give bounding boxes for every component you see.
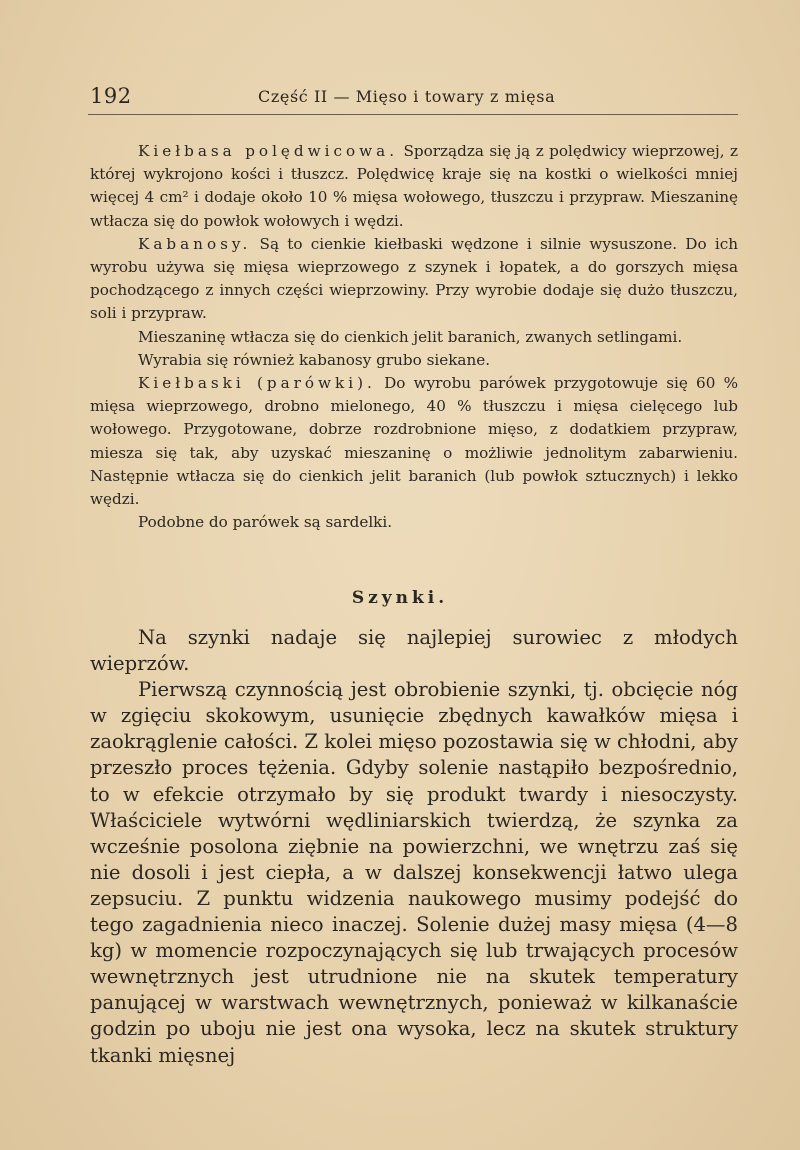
paragraph-text: Są to cienkie kiełbaski wędzone i silnie wysuszone. Do ich wyrobu używa się mięsa wieprzowego z szynek i łopatek, a do gorszych mięsa pochodzącego z innych części wieprzowiny. Przy wyrobie dodaje się dużo tłuszczu, soli i przypraw.	[90, 234, 738, 323]
small-print-section	[90, 140, 738, 534]
term-kabanosy: Kabanosy.	[138, 234, 252, 253]
paragraph-text: Podobne do parówek są sardelki.	[138, 513, 393, 532]
paragraph-kielbasa-poledwicowa	[90, 140, 738, 233]
paragraph-text: Wyrabia się również kabanosy grubo siekane.	[138, 350, 491, 369]
paragraph-kabanosy	[90, 233, 738, 326]
page-header	[88, 84, 738, 115]
paragraph-surowiec: Na szynki nadaje się najlepiej surowiec z młodych wieprzów.	[90, 626, 738, 676]
main-text-section	[90, 625, 738, 1069]
paragraph-sardelki	[90, 511, 738, 534]
section-title: Szynki.	[351, 588, 449, 608]
paragraph-text: Do wyrobu parówek przygotowuje się 60 % mięsa wieprzowego, drobno mielonego, 40 % tłuszczu i mięsa cielęcego lub wołowego. Przygotowane, dobrze rozdrobnione mięso, z dodatkiem przypraw, miesza się tak, aby uzyskać mieszaninę o możliwie jednolitym zabarwieniu. Następnie wtłacza się do cienkich jelit baranich (lub powłok sztucznych) i lekko wędzi.	[90, 374, 738, 509]
paragraph-grubo-siekane	[90, 349, 738, 372]
term-kielbasa-poledwicowa: Kiełbasa polędwicowa.	[138, 142, 399, 160]
paragraph-obrobienie: Pierwszą czynnością jest obrobienie szynki, tj. obcięcie nóg w zgięciu skokowym, usunięcie zbędnych kawałków mięsa i zaokrąglenie całości. Z kolei mięso pozostawia się w chłodni, aby przeszło proces tężenia. Gdyby solenie nastąpiło bezpośrednio, to w efekcie otrzymało by się produkt twardy i niesoczysty. Właściciele wytwórni wędliniarskich twierdzą, że szynka za wcześnie posolona ziębnie na powierzchni, we wnętrzu zaś się nie dosoli i jest ciepła, a w dalszej konsekwencji łatwo ulega zepsuciu. Z punktu widzenia naukowego musimy podejść do tego zagadnienia nieco inaczej. Solenie dużej masy mięsa (4—8 kg) w momencie rozpoczynających się lub trwających procesów wewnętrznych jest utrudnione nie na skutek temperatury panującej w warstwach wewnętrznych, ponieważ w kilkanaście godzin po uboju nie jest ona wysoka, lecz na skutek struktury tkanki mięsnej	[90, 678, 738, 1067]
paragraph-kielbaski	[90, 372, 738, 511]
running-title: Część II — Mięso i towary z mięsa	[258, 87, 556, 106]
paragraph-text: Sporządza się ją z polędwicy wieprzowej, z której wykrojono kości i tłuszcz. Polędwicę kraje się na kostki o wielkości mniej więcej 4 cm² i dodaje około 10 % mięsa wołowego, tłuszczu i przypraw. Mieszaninę wtłacza się do powłok wołowych i wędzi.	[90, 142, 738, 230]
paragraph-text: Mieszaninę wtłacza się do cienkich jelit baranich, zwanych setlingami.	[138, 327, 683, 346]
paragraph-mieszanine	[90, 326, 738, 349]
page-number: 192	[90, 84, 132, 108]
term-kielbaski: Kiełbaski (parówki).	[138, 374, 376, 393]
